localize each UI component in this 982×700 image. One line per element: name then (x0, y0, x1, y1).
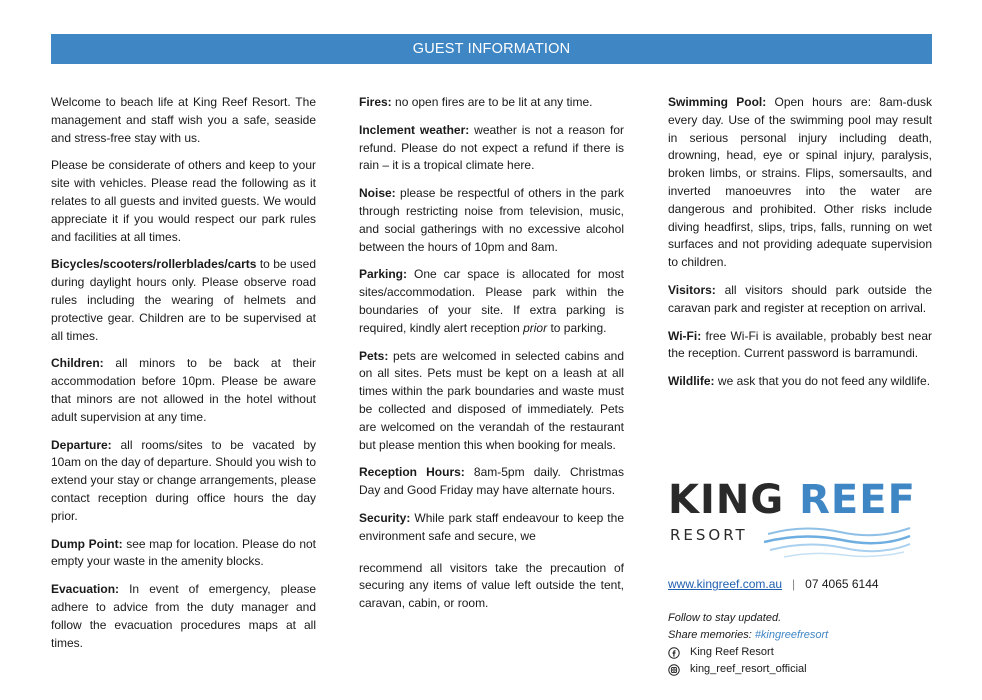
share-line: Share memories: #kingreefresort (668, 629, 829, 641)
hashtag[interactable]: #kingreefresort (754, 629, 829, 641)
children-section: Children: all minors to be back at their accommodation before 10pm. Please be aware that minors are not allowed in the hotel without adult supervision at any time. (51, 356, 316, 424)
visitors-label: Visitors: (668, 282, 716, 297)
dump-point-label: Dump Point: (51, 536, 123, 551)
welcome-paragraph: Welcome to beach life at King Reef Resort. The management and staff wish you a safe, seaside and stress-free stay with us. (51, 95, 316, 145)
waves-icon (764, 522, 912, 562)
reception-label: Reception Hours: (359, 465, 465, 480)
noise-label: Noise: (359, 186, 396, 201)
pool-section: Swimming Pool: Open hours are: 8am-dusk every day. Use of the swimming pool may result in serious personal injury including death, drowning, head, eye or spinal injury, paralysis, broken limbs, or strains. Flips, somersaults, and inverted manoeuvres into the water are dangerous and prohibited. Other risks include diving headfirst, slips, trips, falls, running on wet surfaces and not providing adequate supervision to children. (668, 95, 932, 270)
phone-number: 07 4065 6144 (805, 577, 879, 591)
social-block (668, 610, 828, 678)
column-2 (359, 94, 624, 623)
king-reef-logo (668, 478, 918, 562)
facebook-icon (668, 647, 680, 659)
logo-reef-text: REEF (799, 477, 916, 523)
pets-label: Pets: (359, 348, 389, 363)
instagram-handle: king_reef_resort_official (690, 663, 807, 675)
fires-section: Fires: no open fires are to be lit at any time. (359, 95, 593, 109)
page-title: GUEST INFORMATION (412, 41, 571, 57)
wifi-label: Wi-Fi: (668, 328, 702, 343)
logo-resort-text: RESORT (670, 526, 748, 544)
parking-label: Parking: (359, 267, 408, 282)
fires-label: Fires: (359, 95, 392, 109)
evacuation-label: Evacuation: (51, 582, 120, 597)
dump-point-section: Dump Point: see map for location. Please do not empty your waste in the amenity blocks. (51, 536, 316, 569)
contact-line (668, 576, 879, 592)
wifi-section: Wi-Fi: free Wi-Fi is available, probably best near the reception. Current password is barramundi. (668, 328, 932, 361)
considerate-paragraph: Please be considerate of others and keep to your site with vehicles. Please read the following as it relates to all guests and invited guests. We would appreciate it if you would respect our park rules and facilities at all times. (51, 158, 316, 244)
instagram-row[interactable] (668, 661, 828, 678)
departure-section: Departure: all rooms/sites to be vacated by 10am on the day of departure. Should you wish to extend your stay or change arrangements, please contact reception during office hours the day prior. (51, 437, 316, 523)
follow-text: Follow to stay updated. (668, 612, 782, 624)
wildlife-section: Wildlife: we ask that you do not feed any wildlife. (668, 374, 931, 389)
header-bar (51, 34, 932, 64)
column-3 (668, 94, 932, 401)
logo-king-text: KING (668, 477, 785, 523)
pets-section: Pets: pets are welcomed in selected cabins and on all sites. Pets must be kept on a leash at all times within the park boundaries and waste must be collected and disposed of immediately. Pets are welcomed on the verandah of the restaurant but please mention this when booking for meals. (359, 348, 624, 452)
bicycles-section: Bicycles/scooters/rollerblades/carts to be used during daylight hours only. Please observe road rules including the wearing of helmets and protective gear. Children are to be supervised at all times. (51, 257, 316, 343)
column-1 (51, 94, 316, 662)
departure-label: Departure: (51, 437, 112, 452)
separator: | (792, 577, 796, 591)
visitors-section: Visitors: all visitors should park outside the caravan park and register at reception on arrival. (668, 282, 932, 315)
parking-section: Parking: One car space is allocated for most sites/accommodation. Please park within the boundaries of your site. If extra parking is required, kindly alert reception prior to parking. (359, 267, 624, 335)
security-section: Security: While park staff endeavour to keep the environment safe and secure, we (359, 510, 624, 543)
weather-label: Inclement weather: (359, 122, 470, 137)
evacuation-section: Evacuation: In event of emergency, please adhere to advice from the duty manager and follow the evacuation procedures maps at all times. (51, 582, 316, 650)
instagram-icon (668, 664, 680, 676)
weather-section: Inclement weather: weather is not a reason for refund. Please do not expect a refund if there is rain – it is a tropical climate here. (359, 122, 624, 173)
pool-label: Swimming Pool: (668, 95, 767, 109)
wildlife-label: Wildlife: (668, 374, 715, 389)
facebook-name: King Reef Resort (690, 646, 774, 658)
security-label: Security: (359, 510, 411, 525)
reception-section: Reception Hours: 8am-5pm daily. Christmas Day and Good Friday may have alternate hours. (359, 465, 624, 498)
facebook-row[interactable] (668, 644, 828, 661)
security-continued: recommend all visitors take the precaution of securing any items of value left outside the tent, caravan, cabin, or room. (359, 560, 624, 611)
noise-section: Noise: please be respectful of others in the park through restricting noise from television, music, and social gatherings with no excessive alcohol between the hours of 10pm and 8am. (359, 186, 624, 254)
bicycles-label: Bicycles/scooters/rollerblades/carts (51, 257, 257, 272)
website-link[interactable]: www.kingreef.com.au (668, 577, 783, 591)
children-label: Children: (51, 356, 104, 371)
